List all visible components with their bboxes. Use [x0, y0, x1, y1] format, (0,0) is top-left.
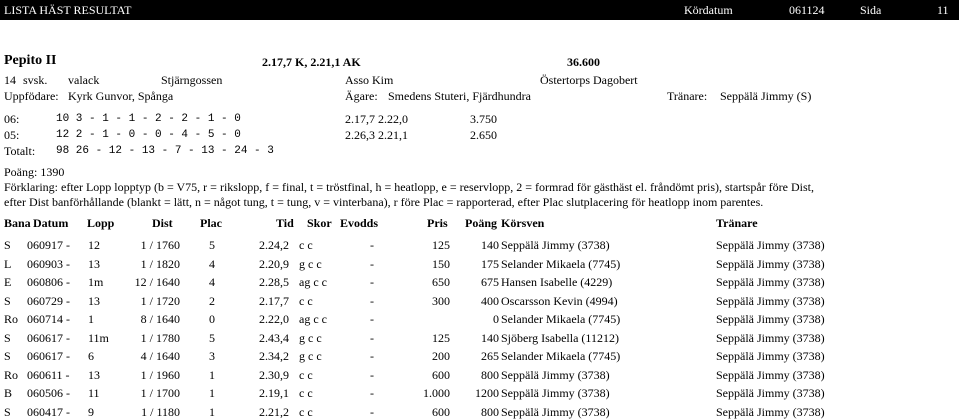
cell-pris: 200 [432, 349, 450, 363]
cell-poang: 800 [481, 367, 499, 382]
cell-bana: S [4, 404, 11, 419]
cell-lopp: 13 [88, 367, 100, 382]
cell-tranare: Seppälä Jimmy (3738) [716, 404, 825, 419]
horse-father: Stjärngossen [161, 73, 223, 87]
table-row [0, 347, 959, 364]
horse-record: 2.17,7 K, 2.21,1 AK [262, 55, 361, 69]
points: Poäng: 1390 [4, 165, 65, 179]
cell-evodds: - [370, 293, 374, 308]
trainer-value: Seppälä Jimmy (S) [720, 89, 812, 103]
cell-plac: 4 [209, 256, 215, 271]
cell-tranare: Seppälä Jimmy (3738) [716, 386, 825, 400]
cell-pris: 600 [432, 404, 450, 419]
col-header-korsven: Körsven [501, 216, 545, 230]
cell-tid: 2.19,1 [259, 386, 289, 400]
col-header-datum: Datum [33, 216, 69, 230]
cell-korsven: Seppälä Jimmy (3738) [501, 367, 610, 382]
breeder-label: Uppfödare: [4, 89, 59, 103]
stats-label: Totalt: [4, 144, 36, 158]
cell-dist: 1 / 1960 [140, 367, 180, 382]
cell-lopp: 11 [88, 386, 100, 400]
cell-dist: 4 / 1640 [140, 349, 180, 363]
cell-korsven: Seppälä Jimmy (3738) [501, 386, 610, 400]
col-header-lopp: Lopp [87, 216, 115, 230]
cell-poang: 175 [481, 256, 499, 271]
cell-tid: 2.21,2 [259, 404, 289, 419]
cell-korsven: Hansen Isabelle (4229) [501, 275, 613, 289]
cell-evodds: - [370, 312, 374, 326]
cell-dist: 1 / 1700 [140, 386, 180, 400]
cell-poang: 675 [481, 275, 499, 289]
cell-bana: B [4, 386, 13, 400]
table-row [0, 273, 959, 290]
cell-plac: 0 [209, 312, 215, 326]
cell-dist: 1 / 1720 [140, 293, 180, 308]
cell-tid: 2.28,5 [259, 275, 289, 289]
cell-pris: 600 [432, 367, 450, 382]
cell-skor: ag c c [299, 312, 327, 326]
stats-label: 06: [4, 112, 20, 126]
cell-tid: 2.20,9 [259, 256, 289, 271]
cell-plac: 5 [209, 238, 215, 252]
cell-tranare: Seppälä Jimmy (3738) [716, 293, 825, 308]
cell-evodds: - [370, 238, 374, 252]
table-row [0, 329, 959, 346]
cell-poang: 800 [481, 404, 499, 419]
cell-tid: 2.34,2 [259, 349, 289, 363]
cell-datum: 060417 - [27, 404, 70, 419]
cell-skor: c c [299, 386, 313, 400]
cell-tranare: Seppälä Jimmy (3738) [716, 330, 825, 345]
cell-tid: 2.17,7 [259, 293, 289, 308]
cell-evodds: - [370, 330, 374, 345]
cell-pris: 150 [432, 256, 450, 271]
cell-poang: 140 [481, 238, 499, 252]
cell-skor: c c [299, 293, 313, 308]
cell-lopp: 11m [88, 330, 109, 345]
cell-evodds: - [370, 386, 374, 400]
cell-bana: Ro [4, 367, 19, 382]
col-header-poang: Poäng [465, 216, 498, 230]
page-label: Sida [860, 3, 882, 17]
owner-label: Ägare: [345, 89, 378, 103]
stats-label: 05: [4, 128, 20, 142]
cell-datum: 060917 - [27, 238, 70, 252]
cell-pris: 1.000 [423, 386, 450, 400]
cell-lopp: 6 [88, 349, 94, 363]
horse-gender: valack [68, 73, 100, 87]
cell-bana: Ro [4, 312, 19, 326]
cell-plac: 5 [209, 330, 215, 345]
cell-poang: 140 [481, 330, 499, 345]
cell-dist: 12 / 1640 [134, 275, 180, 289]
horse-age-unit: svsk. [23, 73, 48, 87]
table-row [0, 384, 959, 401]
cell-tid: 2.30,9 [259, 367, 289, 382]
cell-poang: 0 [493, 312, 499, 326]
cell-evodds: - [370, 256, 374, 271]
stats-record: 2.17,7 2.22,0 [345, 112, 408, 126]
trainer-label: Tränare: [667, 89, 708, 103]
stats-line: 10 3 - 1 - 1 - 2 - 2 - 1 - 0 [56, 113, 241, 125]
cell-datum: 060806 - [27, 275, 70, 289]
cell-pris: 300 [432, 293, 450, 308]
cell-poang: 265 [481, 349, 499, 363]
stats-line: 12 2 - 1 - 0 - 0 - 4 - 5 - 0 [56, 129, 241, 141]
explanation-line: efter Dist banförhållande (blankt = lätt, n = något tung, t = tung, v = vinterbana), r före Plac = rapporterad, efter Plac slutplacering för heatlopp inom parentes. [4, 195, 764, 209]
cell-evodds: - [370, 275, 374, 289]
cell-plac: 1 [209, 367, 215, 382]
table-row [0, 255, 959, 272]
stats-money: 2.650 [470, 128, 497, 142]
col-header-skor: Skor [307, 216, 332, 230]
cell-tid: 2.22,0 [259, 312, 289, 326]
table-row [0, 310, 959, 327]
page-value: 11 [937, 3, 949, 17]
stats-money: 3.750 [470, 112, 497, 126]
stats-line: 98 26 - 12 - 13 - 7 - 13 - 24 - 3 [56, 145, 274, 157]
cell-datum: 060903 - [27, 256, 70, 271]
cell-pris: 125 [432, 330, 450, 345]
col-header-pris: Pris [427, 216, 448, 230]
date-value: 061124 [789, 3, 825, 17]
col-header-plac: Plac [200, 216, 222, 230]
cell-lopp: 9 [88, 404, 94, 419]
cell-poang: 1200 [475, 386, 499, 400]
cell-pris: 125 [432, 238, 450, 252]
cell-korsven: Selander Mikaela (7745) [501, 312, 621, 326]
col-header-dist: Dist [152, 216, 173, 230]
cell-skor: g c c [299, 349, 322, 363]
cell-plac: 4 [209, 275, 215, 289]
horse-mother-father: Östertorps Dagobert [540, 73, 638, 87]
cell-skor: g c c [299, 330, 322, 345]
horse-age: 14 [4, 73, 16, 87]
cell-bana: S [4, 349, 11, 363]
cell-dist: 1 / 1760 [140, 238, 180, 252]
cell-lopp: 13 [88, 293, 100, 308]
table-row [0, 366, 959, 383]
cell-korsven: Oscarsson Kevin (4994) [501, 293, 618, 308]
date-label: Kördatum [684, 3, 733, 17]
cell-tranare: Seppälä Jimmy (3738) [716, 367, 825, 382]
cell-bana: E [4, 275, 12, 289]
table-header [0, 214, 959, 231]
col-header-tranare: Tränare [716, 216, 758, 230]
horse-mother: Asso Kim [345, 73, 394, 87]
owner-value: Smedens Stuteri, Fjärdhundra [388, 89, 531, 103]
cell-datum: 060506 - [27, 386, 70, 400]
cell-tranare: Seppälä Jimmy (3738) [716, 349, 825, 363]
cell-plac: 2 [209, 293, 215, 308]
cell-datum: 060611 - [27, 367, 70, 382]
cell-tid: 2.43,4 [259, 330, 289, 345]
horse-earnings: 36.600 [567, 55, 600, 69]
cell-lopp: 1m [88, 275, 104, 289]
cell-korsven: Sjöberg Isabella (11212) [501, 330, 619, 345]
cell-plac: 1 [209, 404, 215, 419]
explanation-line: Förklaring: efter Lopp lopptyp (b = V75, r = rikslopp, f = final, t = tröstfinal, h = heatlopp, e = reservlopp, 2 = formrad för gästhäst el. fråndömt pris), startspår före Dist, [4, 180, 814, 194]
cell-tranare: Seppälä Jimmy (3738) [716, 312, 825, 326]
cell-tranare: Seppälä Jimmy (3738) [716, 275, 825, 289]
cell-datum: 060714 - [27, 312, 70, 326]
cell-skor: ag c c [299, 275, 327, 289]
cell-bana: L [4, 256, 12, 271]
horse-name: Pepito II [4, 53, 57, 68]
breeder-value: Kyrk Gunvor, Spånga [68, 89, 174, 103]
table-row [0, 292, 959, 309]
cell-lopp: 12 [88, 238, 100, 252]
cell-korsven: Seppälä Jimmy (3738) [501, 238, 610, 252]
cell-lopp: 1 [88, 312, 94, 326]
cell-skor: c c [299, 404, 313, 419]
cell-skor: c c [299, 367, 313, 382]
cell-bana: S [4, 293, 11, 308]
cell-evodds: - [370, 367, 374, 382]
cell-bana: S [4, 330, 11, 345]
cell-datum: 060729 - [27, 293, 70, 308]
table-row [0, 403, 959, 420]
stats-record: 2.26,3 2.21,1 [345, 128, 408, 142]
cell-skor: g c c [299, 256, 322, 271]
cell-korsven: Seppälä Jimmy (3738) [501, 404, 610, 419]
cell-datum: 060617 - [27, 349, 70, 363]
cell-evodds: - [370, 404, 374, 419]
header-bar [0, 0, 959, 20]
cell-tranare: Seppälä Jimmy (3738) [716, 256, 825, 271]
cell-korsven: Selander Mikaela (7745) [501, 256, 621, 271]
col-header-bana: Bana [4, 216, 31, 230]
cell-tranare: Seppälä Jimmy (3738) [716, 238, 825, 252]
cell-dist: 1 / 1180 [141, 404, 180, 419]
table-row [0, 236, 959, 253]
cell-dist: 1 / 1820 [140, 256, 180, 271]
cell-evodds: - [370, 349, 374, 363]
cell-tid: 2.24,2 [259, 238, 289, 252]
cell-dist: 8 / 1640 [140, 312, 180, 326]
cell-plac: 3 [209, 349, 215, 363]
cell-bana: S [4, 238, 11, 252]
cell-dist: 1 / 1780 [140, 330, 180, 345]
cell-plac: 1 [209, 386, 215, 400]
cell-lopp: 13 [88, 256, 100, 271]
col-header-evodds: Evodds [340, 216, 379, 230]
cell-poang: 400 [481, 293, 499, 308]
cell-korsven: Selander Mikaela (7745) [501, 349, 621, 363]
report-title: LISTA HÄST RESULTAT [4, 3, 132, 17]
cell-datum: 060617 - [27, 330, 70, 345]
cell-skor: c c [299, 238, 313, 252]
col-header-tid: Tid [276, 216, 294, 230]
cell-pris: 650 [432, 275, 450, 289]
